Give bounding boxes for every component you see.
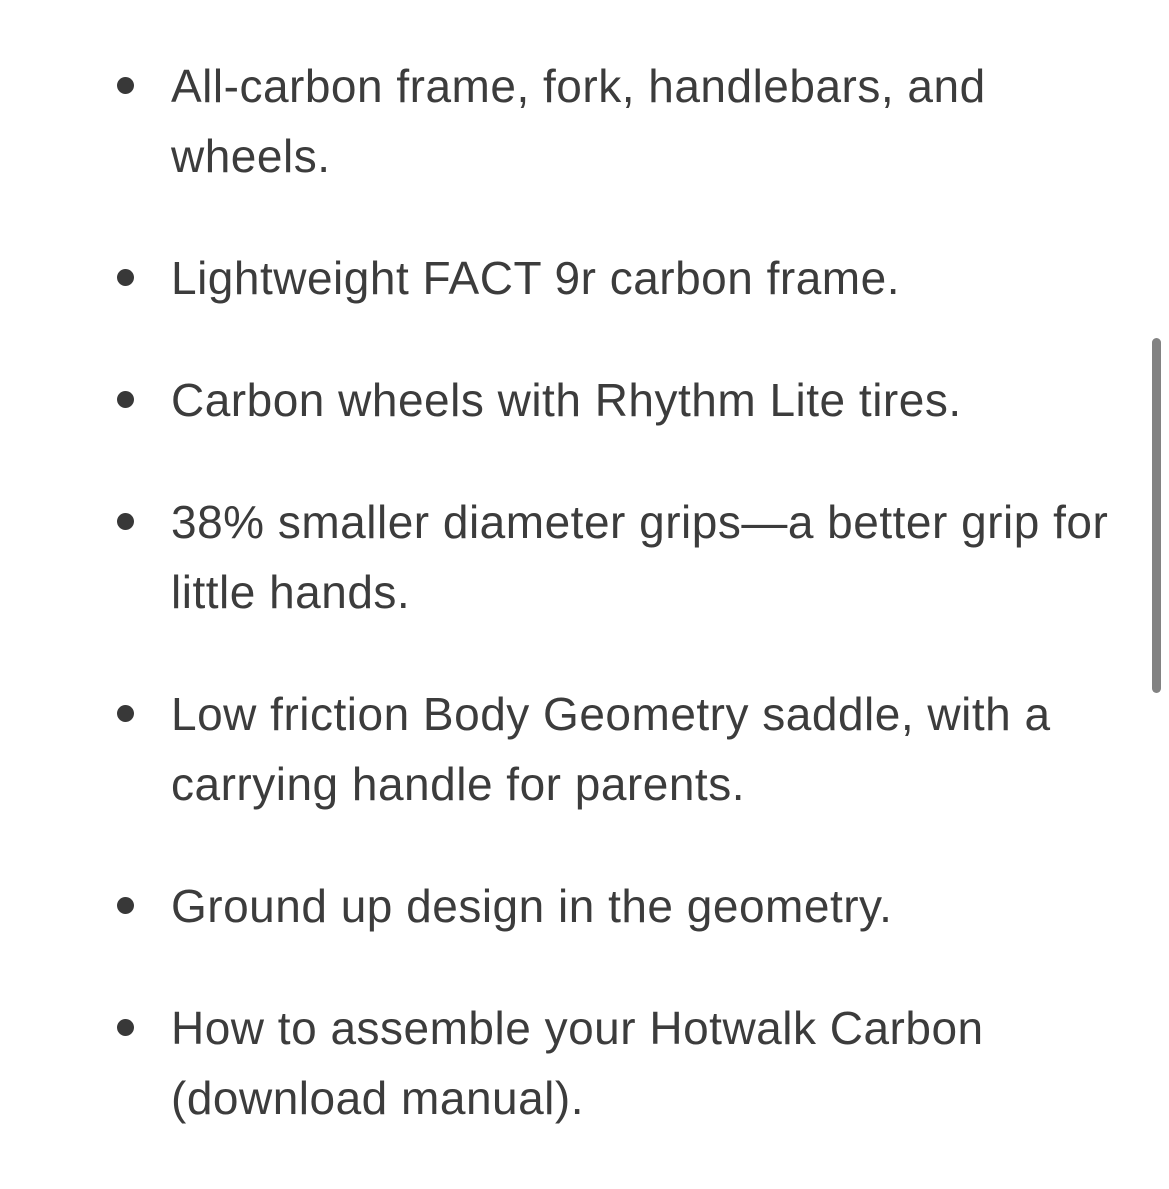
feature-text: All-carbon frame, fork, handlebars, and wheels. — [171, 60, 986, 182]
list-item — [171, 243, 1161, 313]
list-item — [171, 679, 1161, 819]
feature-text: Ground up design in the geometry. — [171, 880, 893, 932]
vertical-scrollbar-thumb[interactable] — [1152, 338, 1161, 693]
list-item — [171, 871, 1161, 941]
bullet-icon — [117, 269, 134, 286]
feature-text: Low friction Body Geometry saddle, with a carrying handle for parents. — [171, 688, 1051, 810]
bullet-icon — [117, 391, 134, 408]
list-item — [171, 487, 1161, 627]
bullet-icon — [117, 77, 134, 94]
bullet-icon — [117, 1019, 134, 1036]
bullet-icon — [117, 705, 134, 722]
feature-text: How to assemble your Hotwalk Carbon (download manual). — [171, 1002, 984, 1124]
bullet-icon — [117, 513, 134, 530]
bullet-icon — [117, 897, 134, 914]
feature-text: Lightweight FACT 9r carbon frame. — [171, 252, 900, 304]
list-item — [171, 51, 1161, 191]
list-item — [171, 365, 1161, 435]
feature-text: Carbon wheels with Rhythm Lite tires. — [171, 374, 962, 426]
feature-text: 38% smaller diameter grips—a better grip for little hands. — [171, 496, 1109, 618]
list-item — [171, 993, 1161, 1133]
